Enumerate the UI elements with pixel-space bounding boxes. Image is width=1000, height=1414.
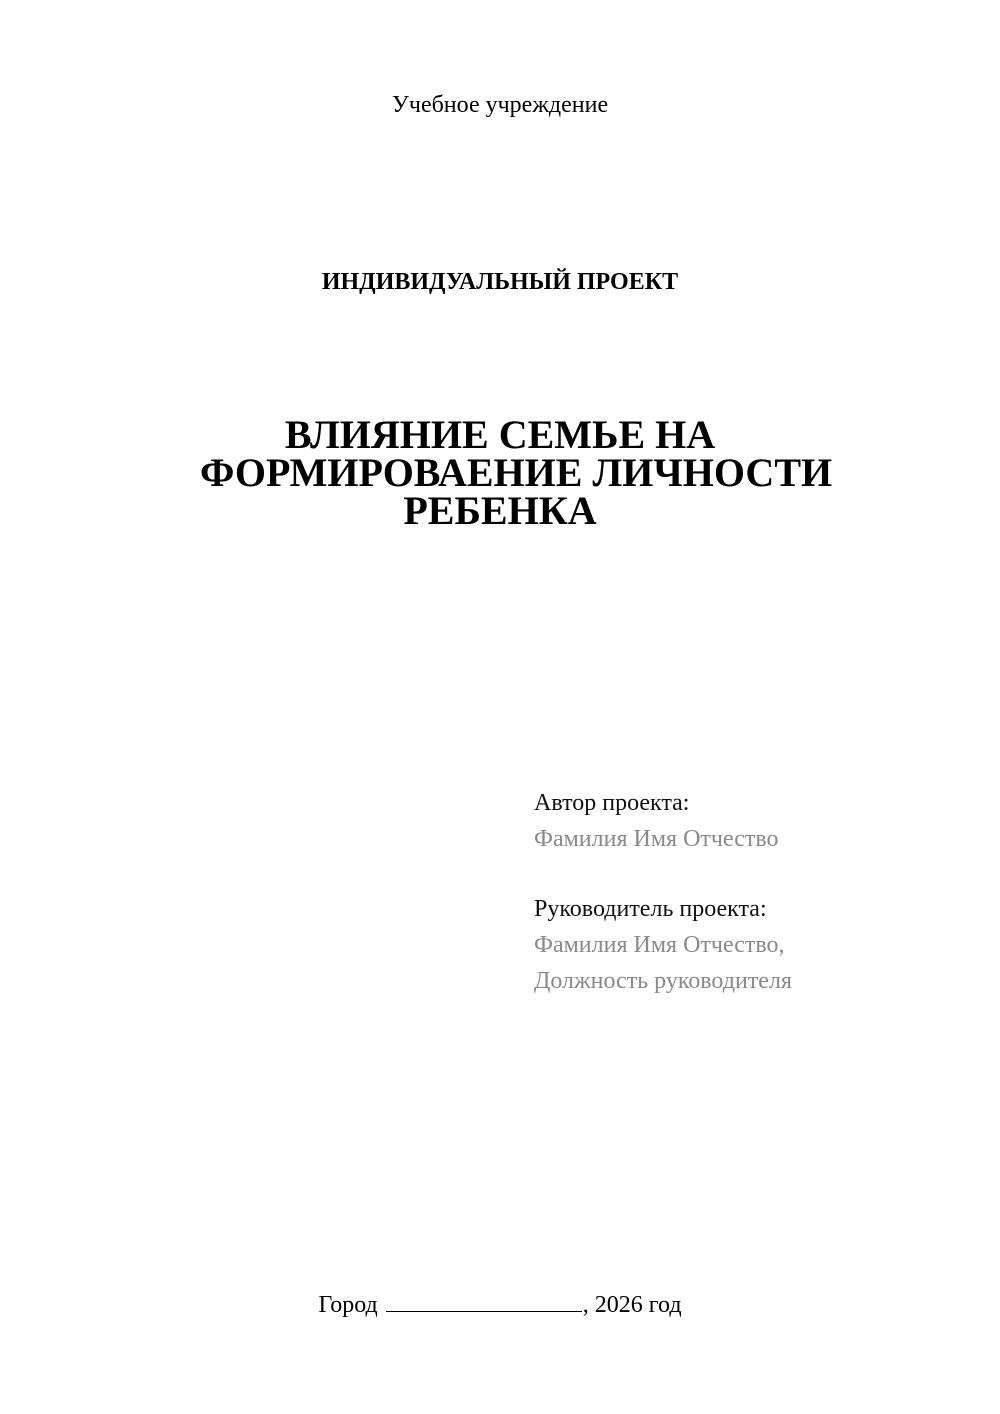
year-text: , 2026 год xyxy=(582,1292,682,1318)
project-title xyxy=(200,412,833,533)
city-label: Город xyxy=(318,1292,378,1318)
supervisor-label: Руководитель проекта: xyxy=(534,896,767,922)
author-name: Фамилия Имя Отчество xyxy=(534,826,779,852)
project-title-line: ФОРМИРОВАЕНИЕ ЛИЧНОСТИ xyxy=(200,450,833,495)
project-title-line: ВЛИЯНИЕ СЕМЬЕ НА xyxy=(284,412,716,457)
project-title-line: РЕБЕНКА xyxy=(403,488,597,533)
supervisor-position: Должность руководителя xyxy=(534,968,792,994)
city-year-line xyxy=(0,1288,1000,1322)
institution-name: Учебное учреждение xyxy=(391,92,609,118)
project-type-heading: ИНДИВИДУАЛЬНЫЙ ПРОЕКТ xyxy=(321,269,679,295)
supervisor-name: Фамилия Имя Отчество, xyxy=(534,932,785,958)
project-credits xyxy=(534,785,974,999)
city-blank-field xyxy=(386,1289,582,1312)
author-label: Автор проекта: xyxy=(534,790,690,816)
